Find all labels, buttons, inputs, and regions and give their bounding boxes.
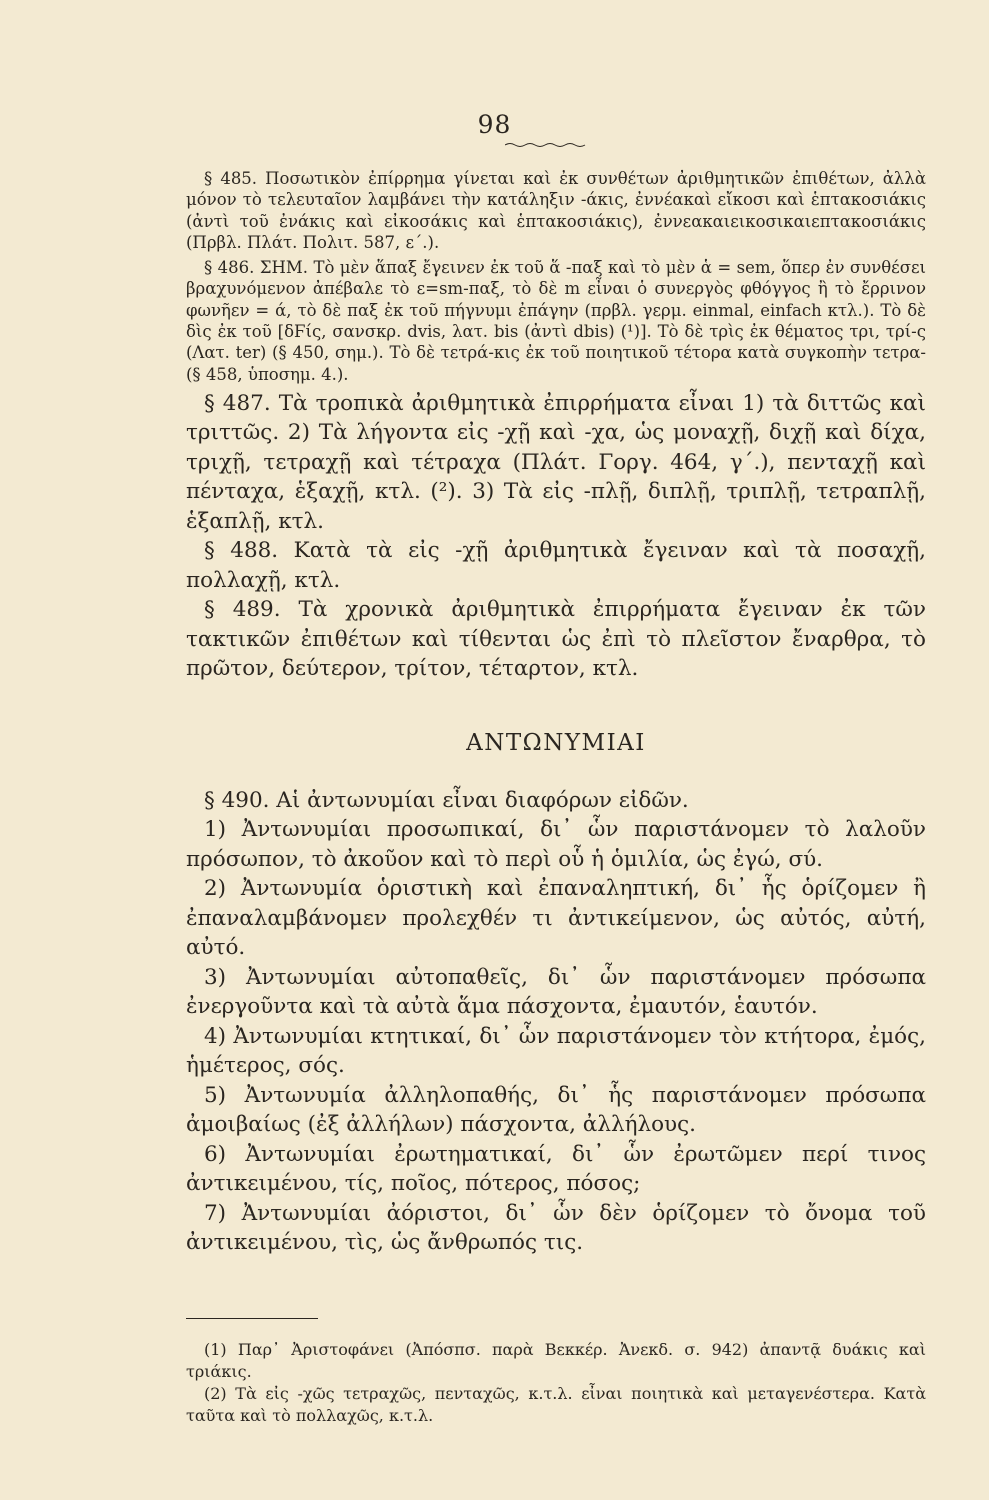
footnote-divider <box>186 1318 318 1319</box>
pronoun-type-item: 6) Ἀντωνυμίαι ἐρωτηματικαί, δι᾿ ὧν ἐρωτῶμεν περί τινος ἀντικειμένου, τίς, ποῖος, πότερος, πόσος; <box>186 1141 926 1197</box>
pronoun-type-item: 2) Ἀντωνυμία ὁριστικὴ καὶ ἐπαναληπτική, δι᾿ ἧς ὁρίζομεν ἢ ἐπαναλαμβάνομεν προλεχθέν τι ἀντικείμενον, ὡς αὐτός, αὐτή, αὐτό. <box>186 876 926 961</box>
pronoun-type-item: 5) Ἀντωνυμία ἀλληλοπαθής, δι᾿ ἧς παριστάνομεν πρόσωπα ἀμοιβαίως (ἐξ ἀλλήλων) πάσχοντα, ἀλλήλους. <box>186 1082 926 1138</box>
footnotes <box>186 1318 926 1427</box>
paragraph-487: § 487. Τὰ τροπικὰ ἀριθμητικὰ ἐπιρρήματα εἶναι 1) τὰ διττῶς καὶ τριττῶς. 2) Τὰ λήγοντα εἰς -χῇ καὶ -χα, ὡς μοναχῇ, διχῇ καὶ δίχα, τριχῇ, τετραχῇ καὶ τέτραχα (Πλάτ. Γοργ. 464, γ΄.), πενταχῇ καὶ πένταχα, ἑξαχῇ, κτλ. (²). 3) Τὰ εἰς -πλῇ, διπλῇ, τριπλῇ, τετραπλῇ, ἑξαπλῇ, κτλ. <box>186 390 926 534</box>
main-text <box>186 168 926 1258</box>
page-number: 98 <box>477 110 512 139</box>
footnote-1: (1) Παρ᾿ Ἀριστοφάνει (Ἀπόσπσ. παρὰ Βεκκέρ. Ἀνεκδ. σ. 942) ἀπαντᾷ δυάκις καὶ τριάκις. <box>186 1340 926 1381</box>
paragraph-489: § 489. Τὰ χρονικὰ ἀριθμητικὰ ἐπιρρήματα ἔγειναν ἐκ τῶν τακτικῶν ἐπιθέτων καὶ τίθενται ὡς ἐπὶ τὸ πλεῖστον ἔναρθρα, τὸ πρῶτον, δεύτερον, τρίτον, τέταρτον, κτλ. <box>186 597 926 682</box>
pronoun-type-item: 7) Ἀντωνυμίαι ἀόριστοι, δι᾿ ὧν δὲν ὁρίζομεν τὸ ὄνομα τοῦ ἀντικειμένου, τὶς, ὡς ἄνθρωπός τις. <box>186 1200 926 1256</box>
footnote-2: (2) Τὰ εἰς -χῶς τετραχῶς, πενταχῶς, κ.τ.λ. εἶναι ποιητικὰ καὶ μεταγενέστερα. Κατὰ ταῦτα καὶ τὸ πολλαχῶς, κ.τ.λ. <box>186 1384 926 1425</box>
paragraph-486: § 486. ΣΗΜ. Τὸ μὲν ἅπαξ ἔγεινεν ἐκ τοῦ ἅ -παξ καὶ τὸ μὲν ἁ = sem, ὅπερ ἐν συνθέσει βραχυνόμενον ἀπέβαλε τὸ ε=sm-παξ, τὸ δὲ m εἶναι ὁ συνεργὸς φθόγγος ἢ τὸ ἔρρινον φωνῆεν = ά, τὸ δὲ παξ ἐκ τοῦ πήγνυμι ἐπάγην (πρβλ. γερμ. einmal, einfach κτλ.). Τὸ δὲ δὶς ἐκ τοῦ [δϜίς, σανσκρ. dvis, λατ. bis (ἀντὶ dbis) (¹)]. Τὸ δὲ τρὶς ἐκ θέματος τρι, τρί-ς (Λατ. ter) (§ 450, σημ.). Τὸ δὲ τετρά-κις ἐκ τοῦ ποιητικοῦ τέτορα κατὰ συγκοπὴν τετρα- (§ 458, ὑποσημ. 4.). <box>186 258 926 384</box>
section-heading: ΑΝΤΩΝΥΜΙΑΙ <box>466 729 646 756</box>
pronoun-type-item: 4) Ἀντωνυμίαι κτητικαί, δι᾿ ὧν παριστάνομεν τὸν κτήτορα, ἐμός, ἡμέτερος, σός. <box>186 1023 926 1079</box>
pronoun-type-item: 3) Ἀντωνυμίαι αὐτοπαθεῖς, δι᾿ ὧν παριστάνομεν πρόσωπα ἐνεργοῦντα καὶ τὰ αὐτὰ ἅμα πάσχοντα, ἐμαυτόν, ἑαυτόν. <box>186 964 926 1020</box>
pronoun-type-item: 1) Ἀντωνυμίαι προσωπικαί, δι᾿ ὧν παριστάνομεν τὸ λαλοῦν πρόσωπον, τὸ ἀκοῦον καὶ τὸ περὶ οὗ ἡ ὁμιλία, ὡς ἐγώ, σύ. <box>186 817 926 872</box>
page-number-ornament <box>505 142 587 148</box>
paragraph-488: § 488. Κατὰ τὰ εἰς -χῇ ἀριθμητικὰ ἔγειναν καὶ τὰ ποσαχῇ, πολλαχῇ, κτλ. <box>186 538 926 593</box>
paragraph-485: § 485. Ποσωτικὸν ἐπίρρημα γίνεται καὶ ἐκ συνθέτων ἀριθμητικῶν ἐπιθέτων, ἀλλὰ μόνον τὸ τελευταῖον λαμβάνει τὴν κατάληξιν -άκις, ἐννέακαὶ εἴκοσι καὶ ἑπτακοσιάκις (ἀντὶ τοῦ ἐνάκις καὶ εἰκοσάκις καὶ ἑπτακοσιάκις), ἐννεακαιεικοσικαιεπτακοσιάκις (Πρβλ. Πλάτ. Πολιτ. 587, ε΄.). <box>186 169 926 252</box>
paragraph-490: § 490. Αἱ ἀντωνυμίαι εἶναι διαφόρων εἰδῶν. <box>204 787 689 813</box>
